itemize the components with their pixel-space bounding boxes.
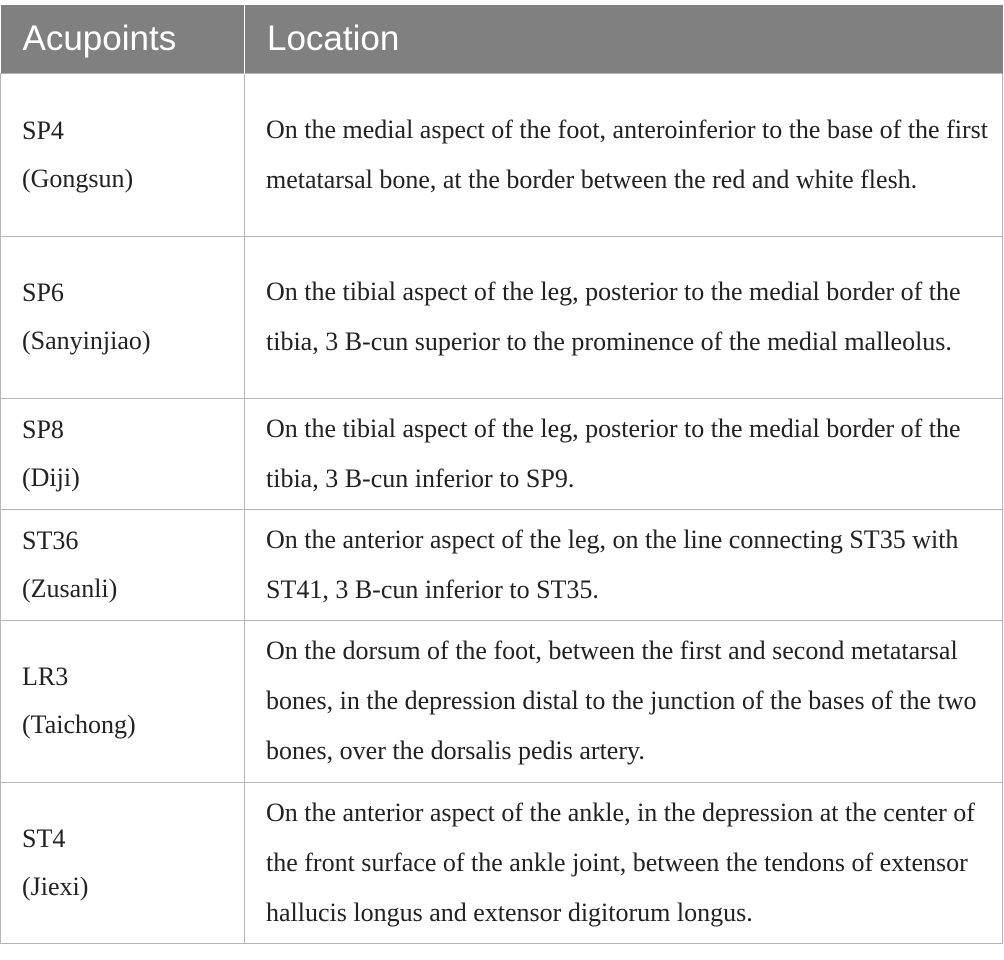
acupoint-name: (Gongsun) bbox=[22, 163, 134, 193]
acupoint-cell bbox=[1, 236, 245, 398]
acupoint-cell bbox=[1, 509, 245, 620]
acupoint-code: LR3 bbox=[22, 662, 69, 691]
table-row bbox=[1, 236, 1003, 398]
location-cell: On the tibial aspect of the leg, posterior to the medial border of the tibia, 3 B-cun inferior to SP9. bbox=[245, 398, 1003, 509]
acupoint-name: (Jiexi) bbox=[22, 871, 89, 901]
table-row bbox=[1, 73, 1003, 236]
acupoint-name: (Zusanli) bbox=[22, 573, 118, 603]
acupoint-code: ST4 bbox=[22, 823, 66, 853]
location-cell: On the anterior aspect of the ankle, in the depression at the center of the front surface of the ankle joint, between the tendons of extensor hallucis longus and extensor digitorum longus. bbox=[245, 782, 1003, 943]
location-cell: On the tibial aspect of the leg, posterior to the medial border of the tibia, 3 B-cun superior to the prominence of the medial malleolus. bbox=[245, 236, 1003, 398]
table-header-row bbox=[1, 5, 1003, 73]
acupoint-name: (Taichong) bbox=[22, 710, 136, 739]
header-location: Location bbox=[245, 5, 1003, 73]
acupoint-code: ST36 bbox=[22, 525, 79, 555]
acupoints-table bbox=[0, 5, 1003, 944]
header-acupoints: Acupoints bbox=[1, 5, 245, 73]
acupoint-code: SP6 bbox=[22, 278, 64, 307]
table-row bbox=[1, 782, 1003, 943]
acupoint-cell bbox=[1, 620, 245, 782]
acupoint-cell bbox=[1, 398, 245, 509]
location-cell: On the medial aspect of the foot, anteroinferior to the base of the first metatarsal bone, at the border between the red and white flesh. bbox=[245, 73, 1003, 236]
table-row bbox=[1, 620, 1003, 782]
acupoint-code: SP4 bbox=[22, 115, 64, 145]
acupoint-name: (Diji) bbox=[22, 462, 80, 492]
table-row bbox=[1, 398, 1003, 509]
acupoint-cell bbox=[1, 73, 245, 236]
table-row bbox=[1, 509, 1003, 620]
acupoint-cell bbox=[1, 782, 245, 943]
location-cell: On the anterior aspect of the leg, on the line connecting ST35 with ST41, 3 B-cun inferior to ST35. bbox=[245, 509, 1003, 620]
acupoint-name: (Sanyinjiao) bbox=[22, 326, 151, 355]
location-cell: On the dorsum of the foot, between the first and second metatarsal bones, in the depression distal to the junction of the bases of the two bones, over the dorsalis pedis artery. bbox=[245, 620, 1003, 782]
acupoint-code: SP8 bbox=[22, 414, 64, 444]
